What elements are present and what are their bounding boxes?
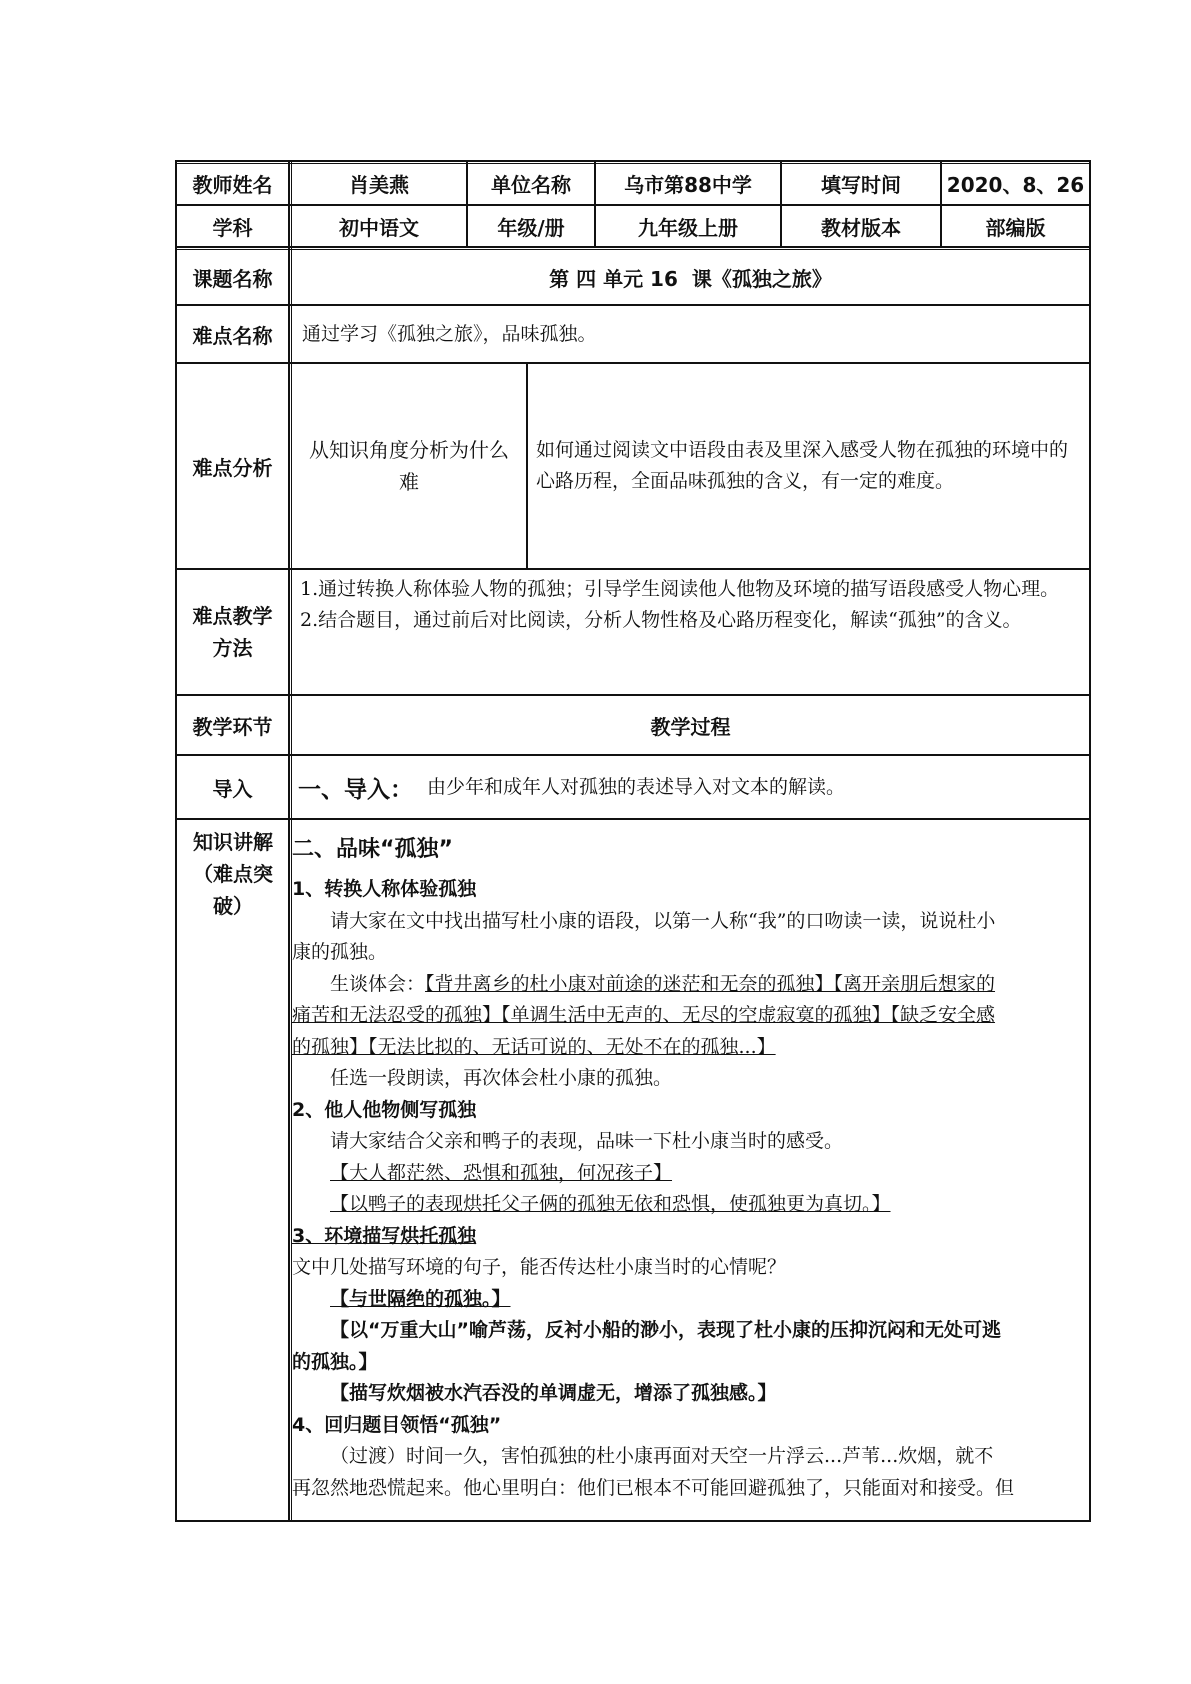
subject-value: 初中语文 bbox=[339, 215, 419, 240]
s3-answer-3: 【描写炊烟被水汽吞没的单调虚无，增添了孤独感。】 bbox=[330, 1382, 777, 1404]
s2-answer-2 bbox=[292, 1189, 1088, 1221]
col-line-analysis bbox=[526, 362, 528, 568]
intro-title: 一、导入： bbox=[298, 776, 413, 803]
topic-value: 第 四 单元 16 课《孤独之旅》 bbox=[549, 266, 832, 291]
s3-answer-2b: 的孤独。】 bbox=[292, 1350, 378, 1373]
time-label: 填写时间 bbox=[821, 172, 901, 197]
row-line-8 bbox=[176, 818, 1090, 820]
method-label: 难点教学方法 bbox=[192, 604, 273, 660]
textbook-label: 教材版本 bbox=[821, 215, 901, 240]
knowledge-body bbox=[292, 830, 1088, 1504]
s1-answer-a: 【背井离乡的杜小康对前途的迷茫和无奈的孤独】【离开亲朋后想家的 bbox=[425, 972, 996, 995]
knowledge-heading: 二、品味“孤独” bbox=[292, 837, 453, 862]
knowledge-label: 知识讲解（难点突破） bbox=[193, 830, 273, 918]
s1-answer-b: 痛苦和无法忍受的孤独】【单调生活中无声的、无尽的空虚寂寞的孤独】【缺乏安全感 bbox=[292, 1004, 996, 1026]
s1-lead: 生谈体会： bbox=[330, 972, 426, 995]
method-text bbox=[300, 574, 1086, 636]
grade-label: 年级/册 bbox=[497, 215, 565, 240]
process-value: 教学过程 bbox=[650, 714, 731, 739]
s1-answer-c: 的孤独】【无法比拟的、无话可说的、无处不在的孤独...】 bbox=[292, 1035, 776, 1058]
s2-paragraph-1: 请大家结合父亲和鸭子的表现，品味一下杜小康当时的感受。 bbox=[330, 1130, 844, 1152]
s3-paragraph-1: 文中几处描写环境的句子，能否传达杜小康当时的心情呢？ bbox=[292, 1256, 787, 1278]
border-right bbox=[1089, 160, 1091, 1522]
unit-label: 单位名称 bbox=[491, 172, 571, 197]
row-line-2 bbox=[176, 246, 1090, 248]
row-line-5 bbox=[176, 568, 1090, 570]
analysis-value: 如何通过阅读文中语段由表及里深入感受人物在孤独的环境中的心路历程，全面品味孤独的含义，有一定的难度。 bbox=[536, 439, 1069, 492]
process-label: 教学环节 bbox=[192, 714, 273, 739]
analysis-label: 难点分析 bbox=[192, 455, 273, 480]
s2-answer-1-text: 【大人都茫然、恐惧和孤独，何况孩子】 bbox=[330, 1161, 673, 1184]
intro-text: 由少年和成年人对孤独的表述导入对文本的解读。 bbox=[427, 775, 846, 798]
col-line-label bbox=[288, 160, 290, 1522]
s2-answer-1 bbox=[292, 1158, 1088, 1190]
teacher-label: 教师姓名 bbox=[192, 172, 273, 197]
s4-paragraph-1a: （过渡）时间一久，害怕孤独的杜小康再面对天空一片浮云...芦苇...炊烟，就不 bbox=[330, 1445, 994, 1467]
analysis-sub-label: 从知识角度分析为什么难 bbox=[309, 438, 509, 494]
difficulty-label: 难点名称 bbox=[192, 323, 273, 348]
section-2-title: 2、他人他物侧写孤独 bbox=[292, 1098, 477, 1121]
method-line-2: 2.结合题目，通过前后对比阅读，分析人物性格及心路历程变化，解读“孤独”的含义。 bbox=[300, 609, 1022, 631]
topic-label: 课题名称 bbox=[192, 266, 273, 291]
s1-paragraph-2 bbox=[292, 969, 1088, 1001]
border-bottom bbox=[176, 1520, 1090, 1522]
unit-value: 乌市第88中学 bbox=[624, 172, 752, 197]
subject-label: 学科 bbox=[212, 215, 253, 240]
teacher-value: 肖美燕 bbox=[349, 172, 409, 197]
difficulty-value: 通过学习《孤独之旅》，品味孤独。 bbox=[302, 322, 597, 345]
section-1-title: 1、转换人称体验孤独 bbox=[292, 878, 477, 900]
time-value: 2020、8、26 bbox=[946, 172, 1085, 197]
section-4-title: 4、回归题目领悟“孤独” bbox=[292, 1413, 502, 1436]
method-line-1: 1.通过转换人称体验人物的孤独；引导学生阅读他人他物及环境的描写语段感受人物心理。 bbox=[300, 578, 1060, 600]
intro-content bbox=[298, 756, 1086, 818]
s4-paragraph-1b: 再忽然地恐慌起来。他心里明白：他们已根本不可能回避孤独了，只能面对和接受。但 bbox=[292, 1476, 1015, 1499]
grade-value: 九年级上册 bbox=[638, 215, 738, 240]
s3-answer-2a: 【以“万重大山”喻芦荡，反衬小船的渺小，表现了杜小康的压抑沉闷和无处可逃 bbox=[330, 1319, 1001, 1341]
s2-answer-2-text: 【以鸭子的表现烘托父子俩的孤独无依和恐惧，使孤独更为真切。】 bbox=[330, 1193, 891, 1215]
textbook-value: 部编版 bbox=[985, 215, 1046, 240]
s1-paragraph-1: 请大家在文中找出描写杜小康的语段，以第一人称“我”的口吻读一读，说说杜小 bbox=[330, 909, 996, 932]
intro-label: 导入 bbox=[212, 776, 253, 801]
section-3-title: 3、环境描写烘托孤独 bbox=[292, 1224, 477, 1247]
s1-paragraph-3: 任选一段朗读，再次体会杜小康的孤独。 bbox=[330, 1067, 673, 1089]
s1-paragraph-1b: 康的孤独。 bbox=[292, 941, 388, 963]
s3-answer-1 bbox=[292, 1284, 1088, 1316]
s3-answer-1-text: 【与世隔绝的孤独。】 bbox=[330, 1287, 511, 1310]
